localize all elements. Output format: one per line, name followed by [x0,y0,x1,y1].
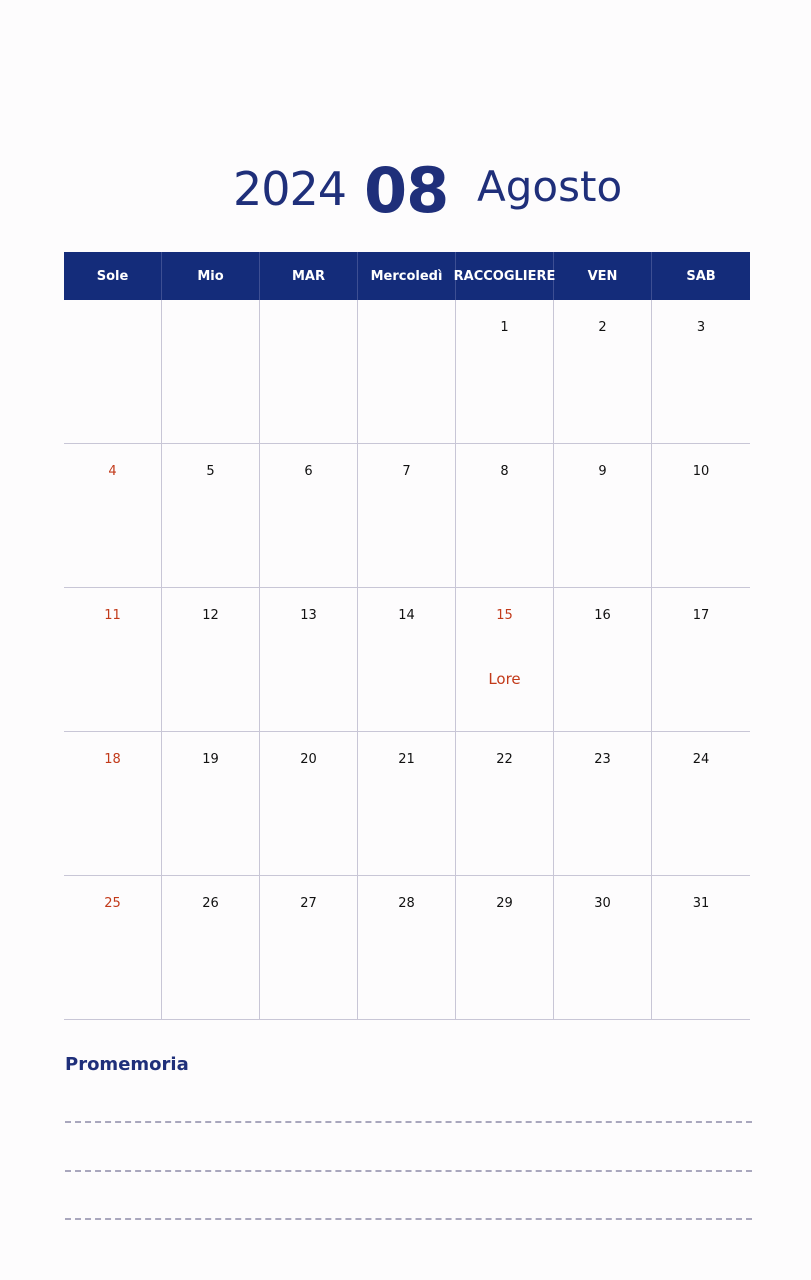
day-cell[interactable] [260,300,358,443]
day-cell[interactable] [64,588,162,731]
note-line[interactable] [65,1121,752,1123]
day-cell[interactable] [358,876,456,1019]
day-cell[interactable] [456,300,554,443]
day-number: 9 [598,464,607,479]
day-cell[interactable] [456,876,554,1019]
month-number: 08 [364,154,449,227]
day-cell[interactable] [652,444,750,587]
day-number: 29 [496,896,513,911]
day-number: 5 [206,464,215,479]
day-cell[interactable] [64,444,162,587]
day-cell[interactable] [260,444,358,587]
day-number: 24 [692,752,710,767]
weekday-header: Mio [162,252,260,300]
day-number: 13 [300,608,317,623]
day-cell[interactable] [652,876,750,1019]
weekday-header: SAB [686,268,716,284]
day-number: 20 [300,752,317,767]
week-row [64,876,750,1020]
day-number: 10 [692,464,710,479]
year-label: 2024 [233,162,347,216]
month-name: Agosto [477,162,623,211]
day-number: 30 [594,896,611,911]
day-cell[interactable] [358,444,456,587]
day-number: 4 [108,464,117,479]
calendar-header [0,150,811,230]
week-row [64,588,750,732]
event-label: Lore [488,670,521,688]
day-cell[interactable] [456,444,554,587]
day-number: 28 [398,896,415,911]
day-cell[interactable] [358,300,456,443]
day-cell[interactable] [260,876,358,1019]
day-cell[interactable] [456,588,554,731]
day-number: 1 [500,320,509,335]
day-number: 12 [202,608,219,623]
day-cell[interactable] [358,588,456,731]
weekday-header: Mercoledì [358,252,456,300]
weekday-header-row [64,252,750,300]
day-number: 26 [202,896,219,911]
day-cell[interactable] [358,732,456,875]
day-cell[interactable] [162,444,260,587]
weekday-header: Sole [64,252,162,300]
weekday-header: RACCOGLIERE [456,252,554,300]
day-cell[interactable] [554,876,652,1019]
note-line[interactable] [65,1170,752,1172]
day-cell[interactable] [554,732,652,875]
day-number: 8 [500,464,509,479]
day-number: 22 [496,752,513,767]
day-cell[interactable] [652,732,750,875]
notes-title: Promemoria [65,1054,189,1075]
day-number: 21 [398,752,415,767]
note-line[interactable] [65,1218,752,1220]
day-cell[interactable] [162,732,260,875]
week-row [64,300,750,444]
day-cell[interactable] [260,732,358,875]
day-cell[interactable] [456,732,554,875]
day-cell[interactable] [554,300,652,443]
day-number: 3 [696,320,706,335]
week-row [64,444,750,588]
day-number: 15 [496,608,513,623]
weekday-header: MAR [260,252,358,300]
day-number: 27 [300,896,317,911]
calendar-grid [64,252,750,1020]
day-cell[interactable] [652,300,750,443]
weekday-header: VEN [554,252,652,300]
day-cell[interactable] [162,300,260,443]
day-number: 31 [692,896,710,911]
day-cell[interactable] [260,588,358,731]
day-number: 17 [692,608,710,623]
day-number: 23 [594,752,611,767]
day-cell[interactable] [64,876,162,1019]
day-number: 19 [202,752,219,767]
day-number: 25 [104,896,121,911]
day-number: 16 [594,608,611,623]
day-cell[interactable] [162,588,260,731]
day-number: 2 [598,320,607,335]
day-cell[interactable] [64,732,162,875]
day-number: 7 [402,464,411,479]
day-cell[interactable] [64,300,162,443]
day-number: 11 [104,608,121,623]
day-cell[interactable] [554,588,652,731]
day-cell[interactable] [554,444,652,587]
day-cell[interactable] [162,876,260,1019]
day-number: 18 [104,752,121,767]
week-row [64,732,750,876]
day-number: 14 [398,608,415,623]
day-number: 6 [304,464,313,479]
day-cell[interactable] [652,588,750,731]
